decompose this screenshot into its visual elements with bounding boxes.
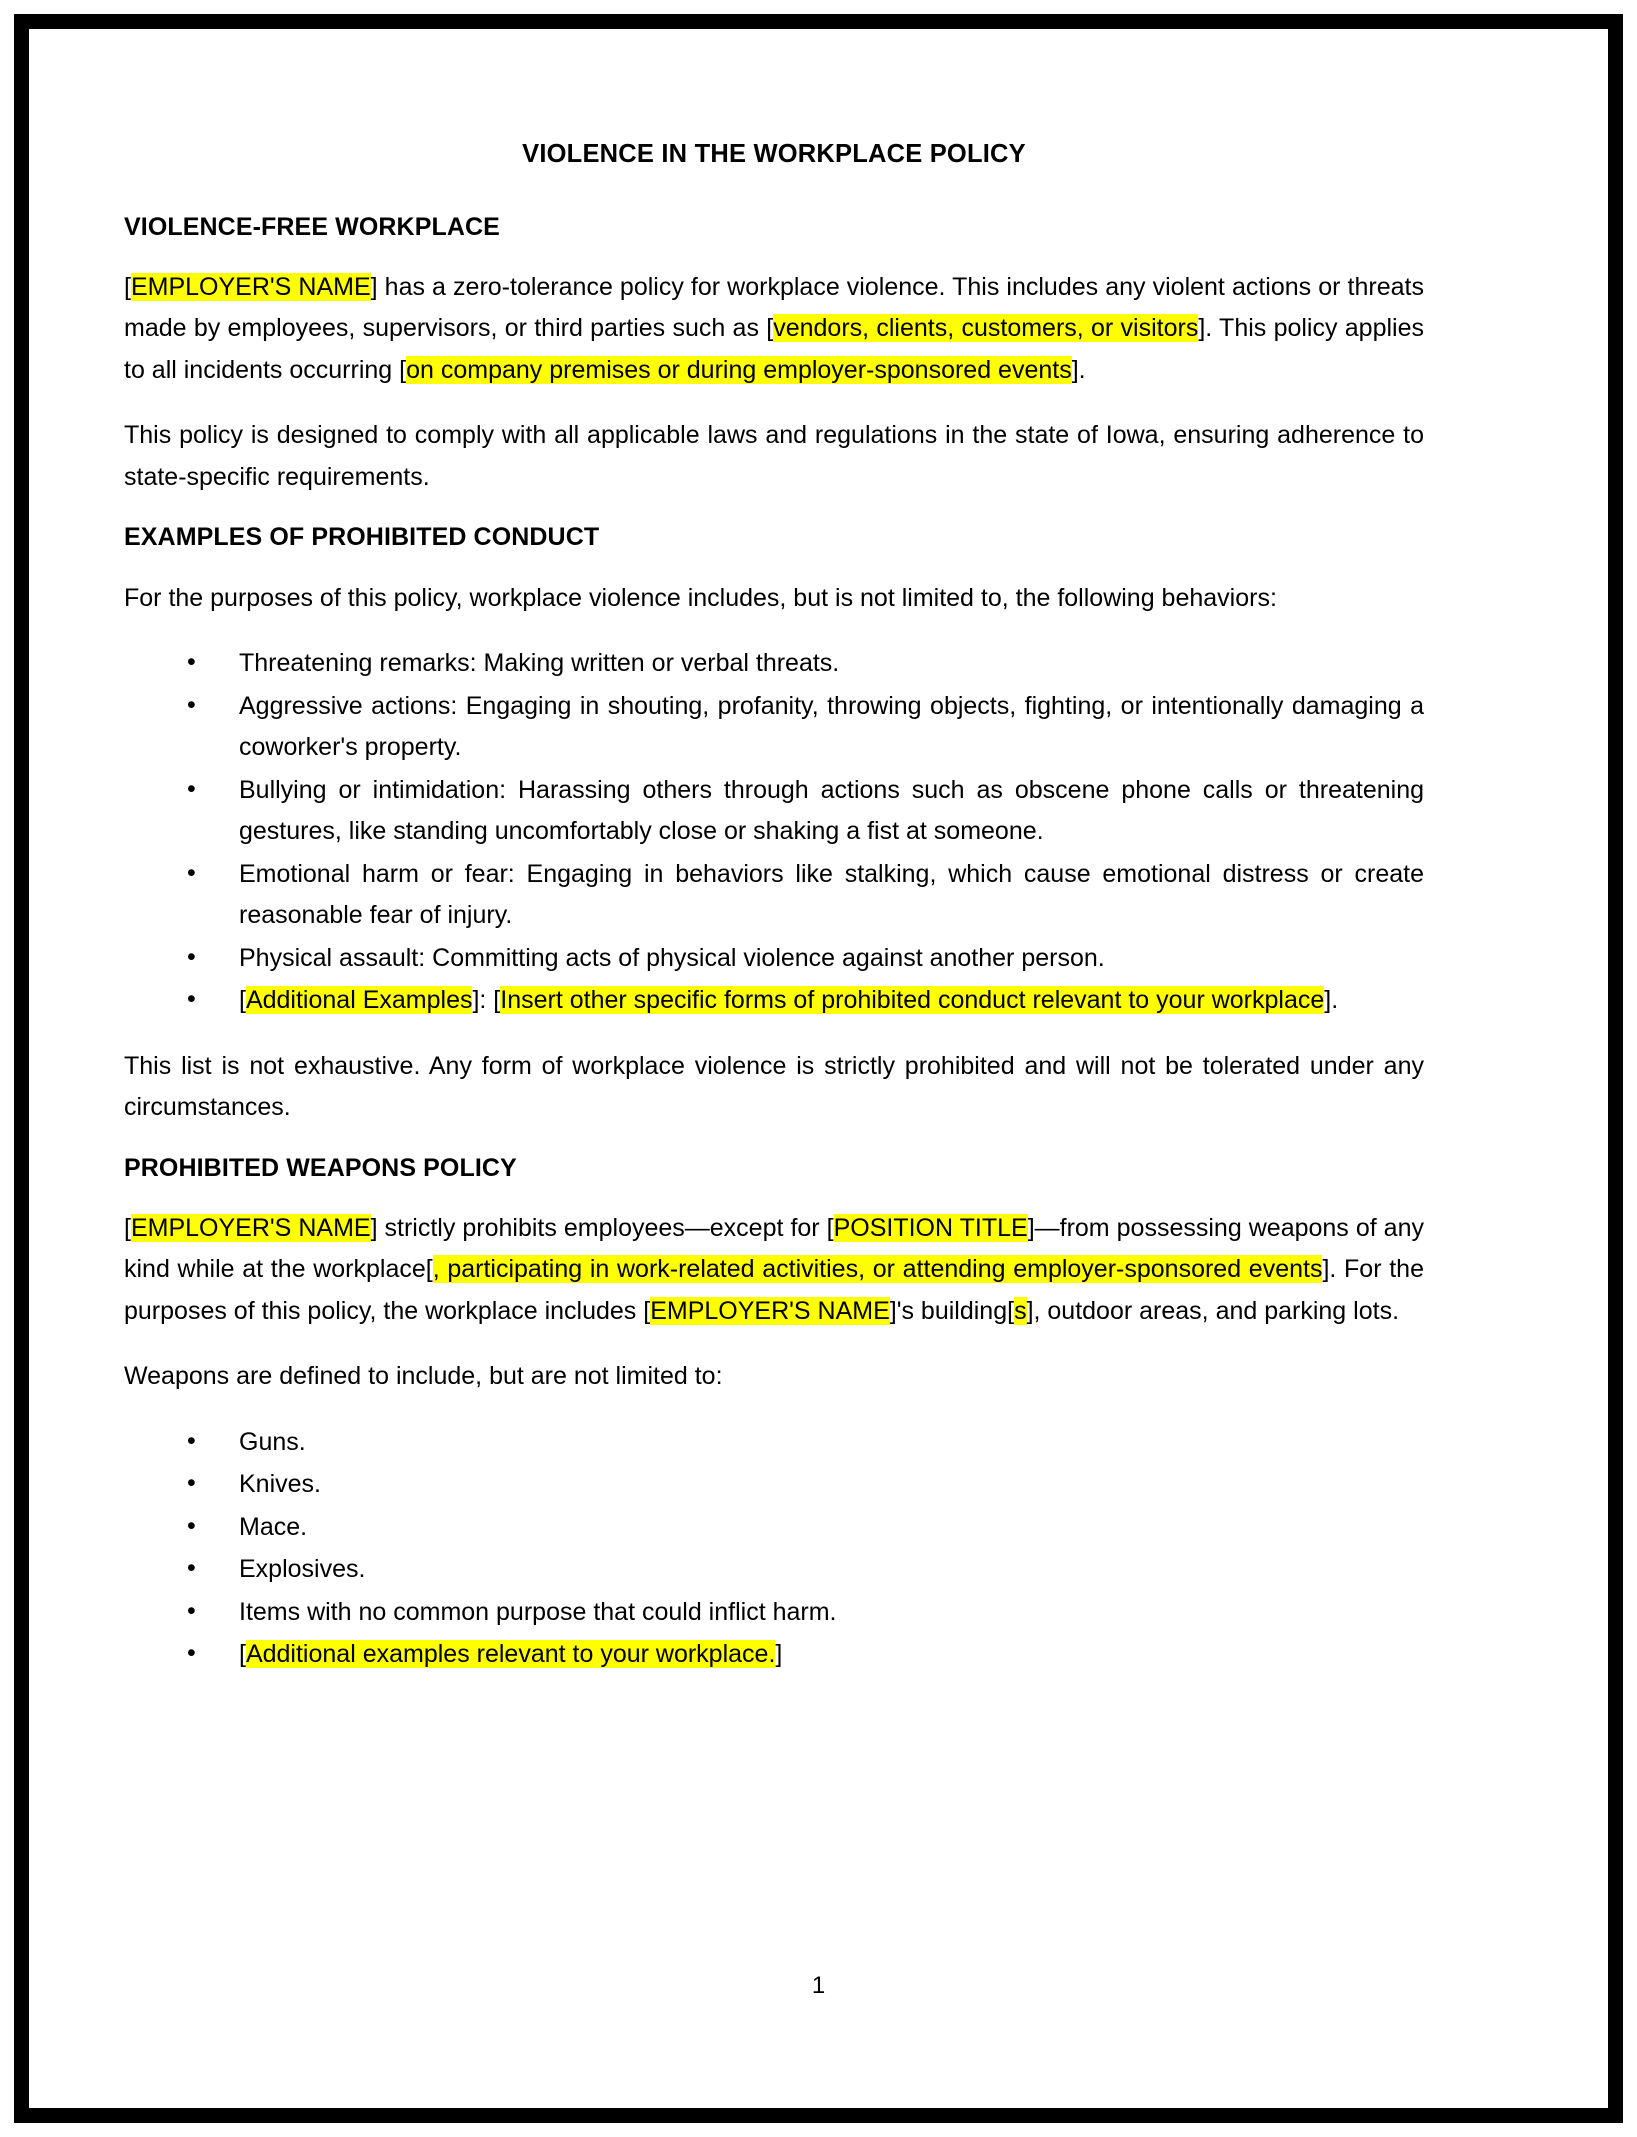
document-page (29, 29, 1608, 2108)
highlight-additional-examples: Additional Examples (245, 986, 473, 1015)
paragraph-state-compliance: This policy is designed to comply with all applicable laws and regulations in the state of Iowa, ensuring adherence to state-specific requirements. (124, 421, 1424, 491)
list-item: • Threatening remarks: Making written or verbal threats. (124, 643, 1424, 685)
text-run: ], outdoor areas, and parking lots. (1026, 1296, 1400, 1325)
list-item: • Knives. (124, 1464, 1424, 1506)
heading-violence-free-workplace: VIOLENCE-FREE WORKPLACE (124, 212, 500, 241)
list-prohibited-conduct (124, 643, 1424, 1022)
text-run: ] (775, 1640, 783, 1669)
highlight-employer-name: EMPLOYER'S NAME (650, 1296, 890, 1325)
page-border-frame (14, 14, 1623, 2123)
paragraph-weapons-prohibition (124, 1208, 1424, 1333)
text-run: ] has a zero-tolerance policy for workplace violence. This includes any violent actions or threats made by employees, supervisors, or third parties such as [ (124, 272, 1424, 343)
paragraph-prohibited-conduct-intro: For the purposes of this policy, workplace violence includes, but is not limited to, the following behaviors: (124, 583, 1277, 612)
list-item-additional-weapons (124, 1634, 1424, 1676)
paragraph-weapons-definition-intro: Weapons are defined to include, but are not limited to: (124, 1362, 723, 1391)
highlight-incident-locations: on company premises or during employer-sponsored events (406, 355, 1072, 384)
highlight-employer-name: EMPLOYER'S NAME (130, 1213, 371, 1242)
text-run: [ (239, 986, 246, 1015)
list-item: • Mace. (124, 1507, 1424, 1549)
list-item: • Emotional harm or fear: Engaging in behaviors like stalking, which cause emotional distress or create reasonable fear of injury. (124, 854, 1424, 937)
list-weapons (124, 1422, 1424, 1676)
text-run: ]. For the purposes of this policy, the workplace includes [ (124, 1255, 1424, 1325)
text-run: ] strictly prohibits employees—except for [ (370, 1213, 834, 1242)
text-run: ]—from possessing weapons of any kind while at the workplace[ (124, 1213, 1424, 1284)
page-number: 1 (811, 1972, 826, 1999)
text-run: [ (239, 1640, 246, 1669)
highlight-third-parties: vendors, clients, customers, or visitors (773, 314, 1199, 343)
list-item: • Guns. (124, 1422, 1424, 1464)
list-item: • Bullying or intimidation: Harassing others through actions such as obscene phone calls or threatening gestures, like standing uncomfortably close or shaking a fist at someone. (124, 770, 1424, 853)
text-run: ]. (1071, 355, 1086, 384)
list-item: • Aggressive actions: Engaging in shouting, profanity, throwing objects, fighting, or intentionally damaging a coworker's property. (124, 686, 1424, 769)
document-title: VIOLENCE IN THE WORKPLACE POLICY (522, 140, 1026, 168)
highlight-additional-weapon-examples: Additional examples relevant to your workplace. (245, 1640, 776, 1669)
list-item: • Physical assault: Committing acts of physical violence against another person. (124, 938, 1424, 980)
paragraph-list-not-exhaustive: This list is not exhaustive. Any form of workplace violence is strictly prohibited and will not be tolerated under any circumstances. (124, 1051, 1424, 1122)
highlight-insert-other-conduct: Insert other specific forms of prohibited conduct relevant to your workplace (500, 986, 1325, 1015)
highlight-building-plural: s (1014, 1296, 1027, 1325)
document-content (124, 139, 1424, 1700)
highlight-position-title: POSITION TITLE (833, 1213, 1028, 1242)
heading-prohibited-weapons-policy: PROHIBITED WEAPONS POLICY (124, 1153, 517, 1182)
text-run: ]'s building[ (889, 1296, 1015, 1325)
text-run: ]. This policy applies to all incidents occurring [ (124, 314, 1424, 384)
heading-examples-of-prohibited-conduct: EXAMPLES OF PROHIBITED CONDUCT (124, 523, 600, 552)
text-run: [ (124, 1213, 131, 1242)
text-run: ]. (1324, 986, 1339, 1015)
highlight-work-activities: , participating in work-related activities, or attending employer-sponsored events (432, 1255, 1323, 1284)
text-run: [ (124, 272, 131, 301)
highlight-employer-name: EMPLOYER'S NAME (130, 272, 371, 301)
list-item: • Items with no common purpose that could inflict harm. (124, 1592, 1424, 1634)
text-run: ]: [ (472, 986, 501, 1015)
list-item: • Explosives. (124, 1549, 1424, 1591)
list-item-additional-examples (124, 980, 1424, 1022)
paragraph-violence-free-intro (124, 267, 1424, 392)
